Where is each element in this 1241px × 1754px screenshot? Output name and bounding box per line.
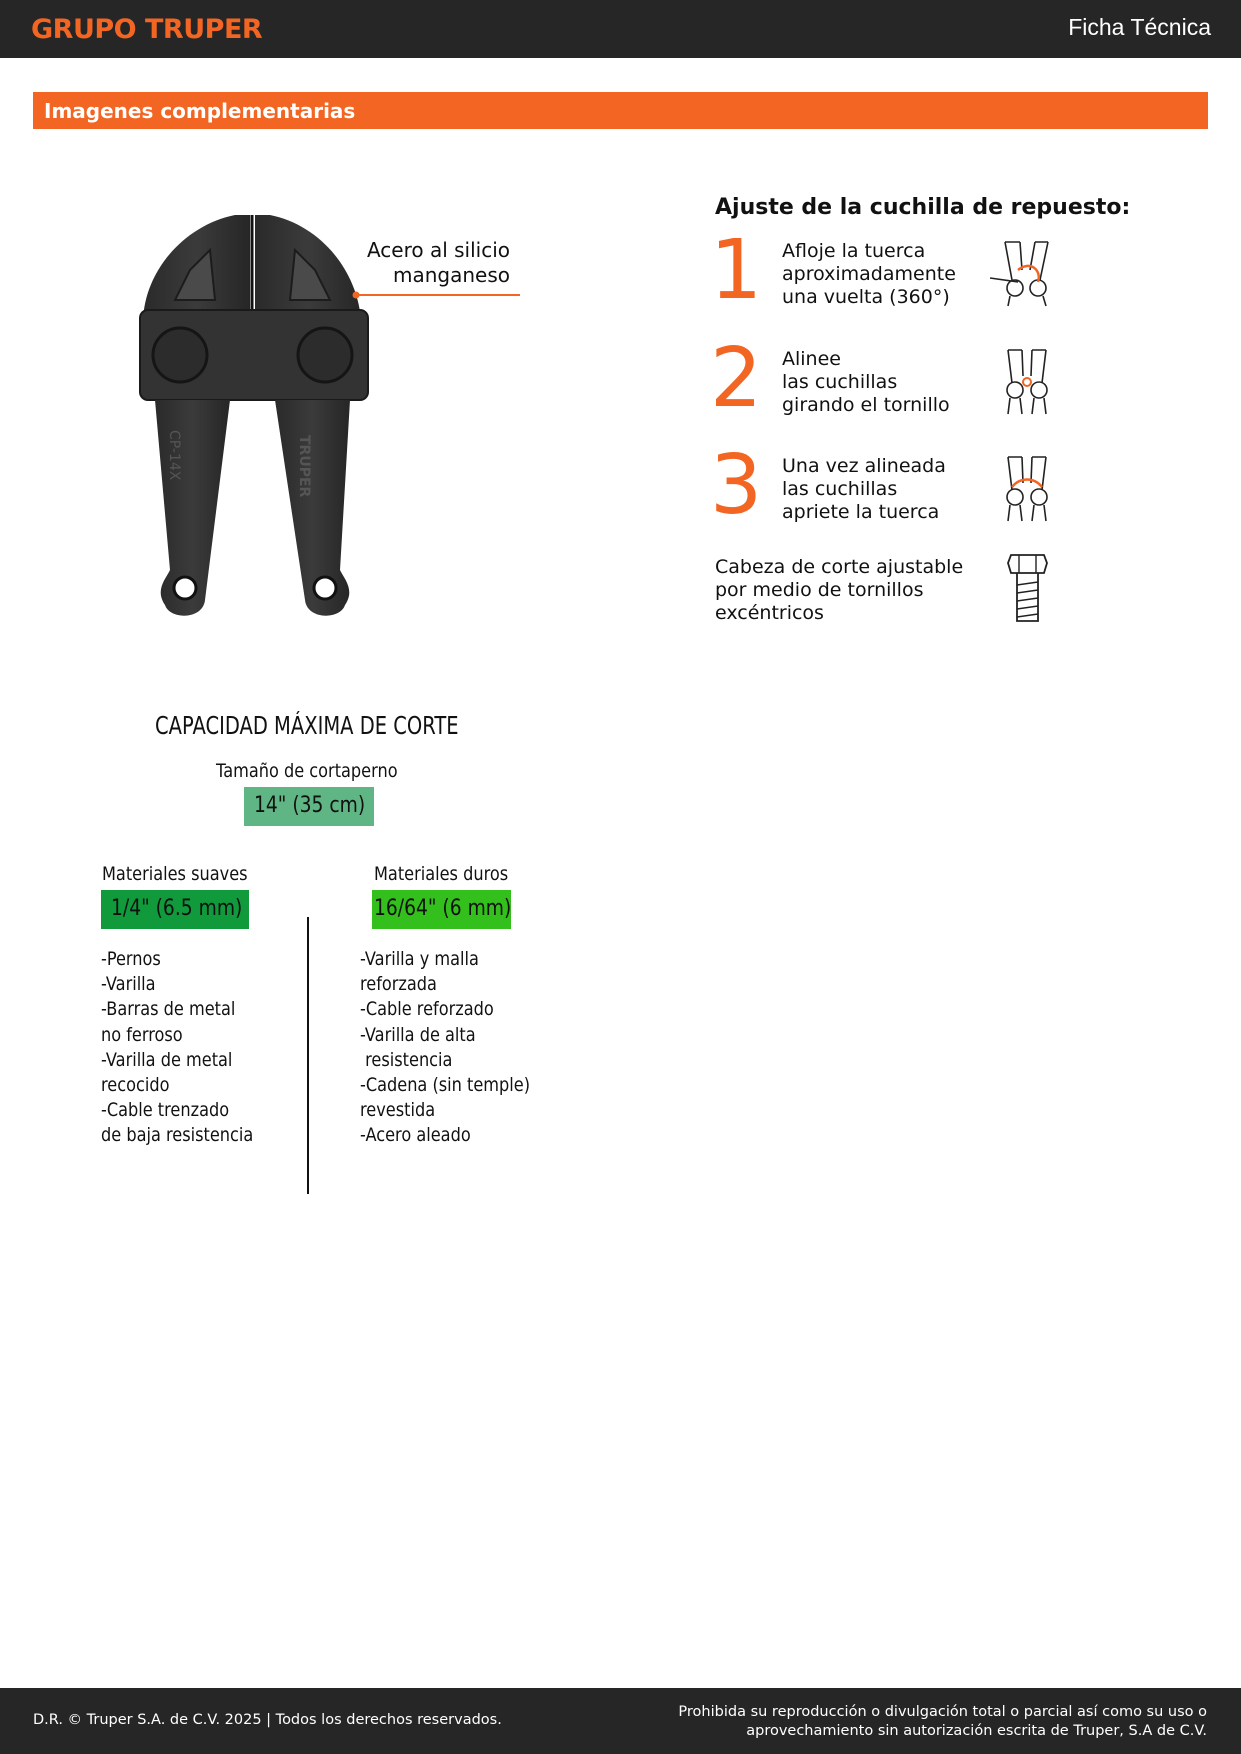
eccentric-bolt-icon [1005,551,1050,626]
page-header [0,0,1241,58]
soft-materials-list: -Pernos -Varilla -Barras de metal no ferroso -Varilla de metal recocido -Cable trenzado de baja resistencia [101,948,254,1147]
step-number: 1 [710,223,763,318]
hard-materials-list: -Varilla y malla reforzada -Cable reforzado -Varilla de alta resistencia -Cadena (sin temple) revestida -Acero aleado [360,948,531,1147]
align-blades-icon [990,348,1060,416]
callout-pointer [352,291,520,299]
soft-capacity-value: 1/4" (6.5 mm) [111,896,243,921]
adjustment-title: Ajuste de la cuchilla de repuesto: [715,195,1131,220]
brand-engraving: TRUPER [296,435,312,498]
adjustment-note: Cabeza de corte ajustable por medio de tornillos excéntricos [715,556,964,624]
capacity-title: CAPACIDAD MÁXIMA DE CORTE [155,711,459,740]
hard-capacity-value: 16/64" (6 mm) [374,896,512,921]
legal-notice-line-1: Prohibida su reproducción o divulgación total o parcial así como su uso o [678,1704,1207,1720]
model-engraving: CP-14X [166,430,182,481]
step-text: Alinee las cuchillas girando el tornillo [782,348,950,416]
brand-logo: GRUPO TRUPER [31,14,263,45]
page-footer [0,1688,1241,1754]
legal-notice [647,1703,1207,1741]
size-value: 14" (35 cm) [254,793,366,818]
copyright-text: D.R. © Truper S.A. de C.V. 2025 | Todos los derechos reservados. [33,1712,502,1728]
adjustment-step-3 [710,438,1110,535]
soft-capacity-badge [101,890,249,929]
hard-capacity-badge [372,890,511,929]
callout-line-1: Acero al silicio [366,238,510,262]
tighten-nut-icon [990,455,1060,523]
hard-materials-label: Materiales duros [374,863,509,885]
adjustment-step-1 [710,223,1110,320]
size-badge [244,787,374,826]
section-header [33,92,1208,129]
step-number: 3 [710,438,763,533]
legal-notice-line-2: aprovechamiento sin autorización escrita de Truper, S.A de C.V. [746,1723,1207,1739]
soft-materials-label: Materiales suaves [102,863,248,885]
column-divider [307,917,309,1194]
adjustment-step-2 [710,331,1110,428]
document-title: Ficha Técnica [1068,14,1211,40]
step-number: 2 [710,331,763,426]
step-text: Una vez alineada las cuchillas apriete la tuerca [782,455,946,523]
size-label: Tamaño de cortaperno [216,760,398,782]
loosen-nut-icon [990,240,1060,308]
material-callout [330,238,510,288]
section-title: Imagenes complementarias [44,99,356,123]
step-text: Afloje la tuerca aproximadamente una vuelta (360°) [782,240,956,308]
callout-line-2: manganeso [392,263,510,287]
